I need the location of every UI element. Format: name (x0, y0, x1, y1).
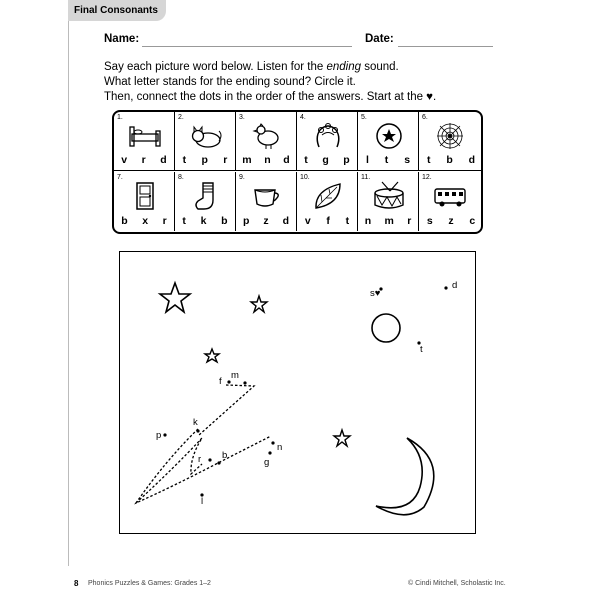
choice-letter[interactable]: b (221, 215, 228, 227)
choice-letter[interactable]: t (182, 154, 187, 166)
date-label: Date: (365, 33, 394, 45)
choice-letter[interactable]: r (407, 215, 412, 227)
choice-letter[interactable]: s (404, 154, 411, 166)
hen-icon (250, 121, 284, 151)
cup-icon (250, 181, 284, 211)
choice-letter[interactable]: d (160, 154, 167, 166)
choice-letter[interactable]: t (426, 154, 431, 166)
dot-label: p (156, 430, 162, 441)
choice-letter[interactable]: n (264, 154, 271, 166)
cell-number: 4. (300, 114, 306, 121)
cell-7 (114, 172, 175, 231)
ending-word: ending (326, 61, 362, 73)
choice-letter[interactable]: m (242, 154, 252, 166)
book-title: Phonics Puzzles & Games: Grades 1–2 (88, 580, 211, 587)
cell-4 (297, 112, 358, 171)
choice-letter[interactable]: d (468, 154, 476, 166)
cell-number: 6. (422, 114, 428, 121)
cell-5 (358, 112, 419, 171)
cell-number: 2. (178, 114, 184, 121)
cell-9 (236, 172, 297, 231)
cell-number: 1. (117, 114, 123, 121)
cell-2 (175, 112, 236, 171)
choice-letter[interactable]: m (384, 215, 394, 227)
dot-label: k (193, 417, 198, 428)
cell-12 (419, 172, 483, 231)
full-moon-icon (372, 314, 400, 342)
dot-label: m (231, 370, 239, 381)
dot-label: n (277, 442, 283, 453)
crescent-moon-icon (376, 438, 434, 515)
wig-icon (311, 121, 345, 151)
dot-label: g (264, 457, 270, 468)
choice-letter[interactable]: t (182, 215, 186, 227)
drum-icon (372, 181, 406, 211)
star-small-icon (251, 296, 267, 312)
cell-number: 5. (361, 114, 367, 121)
choice-letter[interactable]: v (304, 215, 311, 227)
choice-letter[interactable]: b (121, 215, 128, 227)
choice-letter[interactable]: d (282, 215, 290, 227)
cell-number: 3. (239, 114, 245, 121)
dot-label: b (222, 450, 228, 461)
puzzle-art (120, 252, 475, 533)
sock-icon (189, 181, 223, 211)
choice-letter[interactable]: t (384, 154, 389, 166)
choice-letter[interactable]: z (263, 215, 269, 227)
cell-number: 11. (361, 174, 371, 181)
instruction-line-1: Say each picture word below. Listen for the ending sound. (104, 61, 399, 73)
dot-label: t (420, 344, 423, 355)
dot-label: f (219, 376, 222, 387)
cell-number: 7. (117, 174, 123, 181)
choice-letter[interactable]: v (121, 154, 128, 166)
dot-label: s♥ (370, 288, 381, 299)
choice-letter[interactable]: t (345, 215, 350, 227)
choice-letter[interactable]: r (162, 215, 167, 227)
choice-letter[interactable]: d (283, 154, 290, 166)
instruction-line-3: Then, connect the dots in the order of the answers. Start at the ♥. (104, 91, 437, 103)
ball-icon (372, 121, 406, 151)
comet-dotted-outline (136, 385, 271, 503)
dot-to-dot-puzzle (119, 251, 476, 534)
date-field[interactable] (398, 46, 493, 47)
cell-number: 9. (239, 174, 245, 181)
cell-number: 12. (422, 174, 432, 181)
choice-letter[interactable]: p (201, 154, 208, 166)
page-number: 8 (74, 579, 79, 588)
cell-11 (358, 172, 419, 231)
choice-letter[interactable]: b (446, 154, 453, 166)
star-large-icon (160, 283, 190, 312)
cat-icon (189, 121, 223, 151)
dot-label: r (198, 454, 202, 465)
choice-letter[interactable]: p (242, 215, 250, 227)
cell-number: 8. (178, 174, 184, 181)
choice-letter[interactable]: r (223, 154, 228, 166)
name-field[interactable] (142, 46, 352, 47)
choice-letter[interactable]: n (364, 215, 372, 227)
choice-letter[interactable]: l (365, 154, 369, 166)
cell-3 (236, 112, 297, 171)
cell-8 (175, 172, 236, 231)
choice-letter[interactable]: t (304, 154, 308, 166)
choice-letter[interactable]: r (141, 154, 146, 166)
choice-letter[interactable]: s (426, 215, 433, 227)
comet-dotted-outline (136, 438, 202, 503)
bus-icon (433, 181, 467, 211)
instruction-line-2: What letter stands for the ending sound? Circle it. (104, 76, 356, 88)
dot-label: l (201, 496, 204, 507)
choice-letter[interactable]: p (343, 154, 350, 166)
cell-10 (297, 172, 358, 231)
door-icon (128, 181, 162, 211)
choice-letter[interactable]: c (469, 215, 476, 227)
name-label: Name: (104, 33, 140, 45)
margin-line (68, 21, 69, 566)
choice-letter[interactable]: g (322, 154, 329, 166)
star-small-icon (334, 430, 350, 446)
leaf-icon (311, 181, 345, 211)
choice-letter[interactable]: k (200, 215, 207, 227)
choice-letter[interactable]: z (448, 215, 454, 227)
choice-letter[interactable]: x (142, 215, 149, 227)
star-small-icon (205, 349, 219, 362)
cell-number: 10. (300, 174, 310, 181)
copyright: © Cindi Mitchell, Scholastic Inc. (408, 580, 506, 587)
section-tag: Final Consonants (68, 0, 166, 21)
dot-label: d (452, 280, 458, 291)
choice-letter[interactable]: f (326, 215, 330, 227)
picture-grid (112, 110, 483, 234)
bed-icon (128, 121, 162, 151)
heart-icon: ♥ (374, 288, 381, 299)
cell-6 (419, 112, 483, 171)
cell-1 (114, 112, 175, 171)
web-icon (433, 121, 467, 151)
